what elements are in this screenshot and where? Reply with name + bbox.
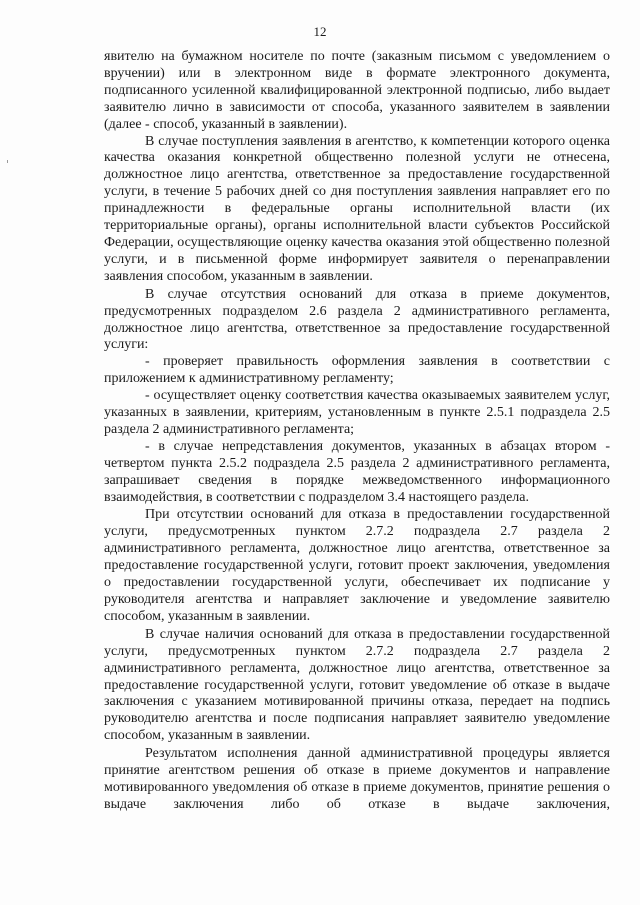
paragraph-no-grounds: В случае отсутствия оснований для отказа в приеме документов, предусмотренных подразделом 2.6 раздела 2 административного регламента, должностное лицо агентства, ответственное за предоставление государственной услуги: [104, 286, 610, 353]
paragraph-refuse-service: В случае наличия оснований для отказа в предоставлении государственной услуги, предусмотренных пунктом 2.7.2 подраздела 2.7 раздела 2 административного регламента, должностное лицо агентства, ответственное за предоставление государственной услуги, готовит уведомление об отказе в выдаче заключения с указанием мотивированной причины отказа, передает на подпись руководителю агентства и после подписания направляет заявителю уведомление способом, указанным в заявлении. [104, 626, 610, 744]
paragraph-grant-service: При отсутствии оснований для отказа в предоставлении государственной услуги, предусмотренных пунктом 2.7.2 подраздела 2.7 раздела 2 административного регламента, должностное лицо агентства, ответственное за предоставление государственной услуги, готовит проект заключения, уведомления о предоставлении государственной услуги, обеспечивает их подписание у руководителя агентства и направляет заключение и уведомление заявителю способом, указанным в заявлении. [104, 507, 610, 624]
scan-edge-mark [7, 160, 8, 163]
list-item-check-application: - проверяет правильность оформления заявления в соответствии с приложением к административному регламенту; [104, 354, 610, 387]
document-body [104, 49, 610, 814]
list-item-assess-quality: - осуществляет оценку соответствия качества оказываемых заявителем услуг, указанных в заявлении, критериям, установленным в пункте 2.5.1 подраздела 2.5 раздела 2 административного регламента; [104, 388, 610, 437]
list-item-request-info: - в случае непредставления документов, указанных в абзацах втором - четвертом пункта 2.5.2 подраздела 2.5 раздела 2 административного регламента, запрашивает сведения в порядке межведомственного информационного взаимодействия, в соответствии с подразделом 3.4 настоящего раздела. [104, 438, 610, 505]
paragraph-procedure-result: Результатом исполнения данной административной процедуры является принятие агентством решения об отказе в приеме документов и направление мотивированного уведомления об отказе в приеме документов, принятие решения о выдаче заключения либо об отказе в выдаче заключения, [104, 746, 610, 812]
page-number: 12 [313, 24, 327, 39]
paragraph-continuation: явителю на бумажном носителе по почте (заказным письмом с уведомлением о вручении) или в электронном виде в формате электронного документа, подписанного усиленной квалифицированной электронной подписью, либо выдает заявителю лично в зависимости от способа, указанного заявителем в заявлении (далее - способ, указанный в заявлении). [104, 49, 610, 132]
paragraph-redirect: В случае поступления заявления в агентство, к компетенции которого оценка качества оказания конкретной общественно полезной услуги не отнесена, должностное лицо агентства, ответственное за предоставление государственной услуги, в течение 5 рабочих дней со дня поступления заявления направляет его по принадлежности в федеральные органы исполнительной власти (их территориальные органы), органы исполнительной власти субъектов Российской Федерации, осуществляющие оценку качества оказания этой общественно полезной услуги, и в письменной форме информирует заявителя о перенаправлении заявления способом, указанным в заявлении. [104, 133, 610, 284]
